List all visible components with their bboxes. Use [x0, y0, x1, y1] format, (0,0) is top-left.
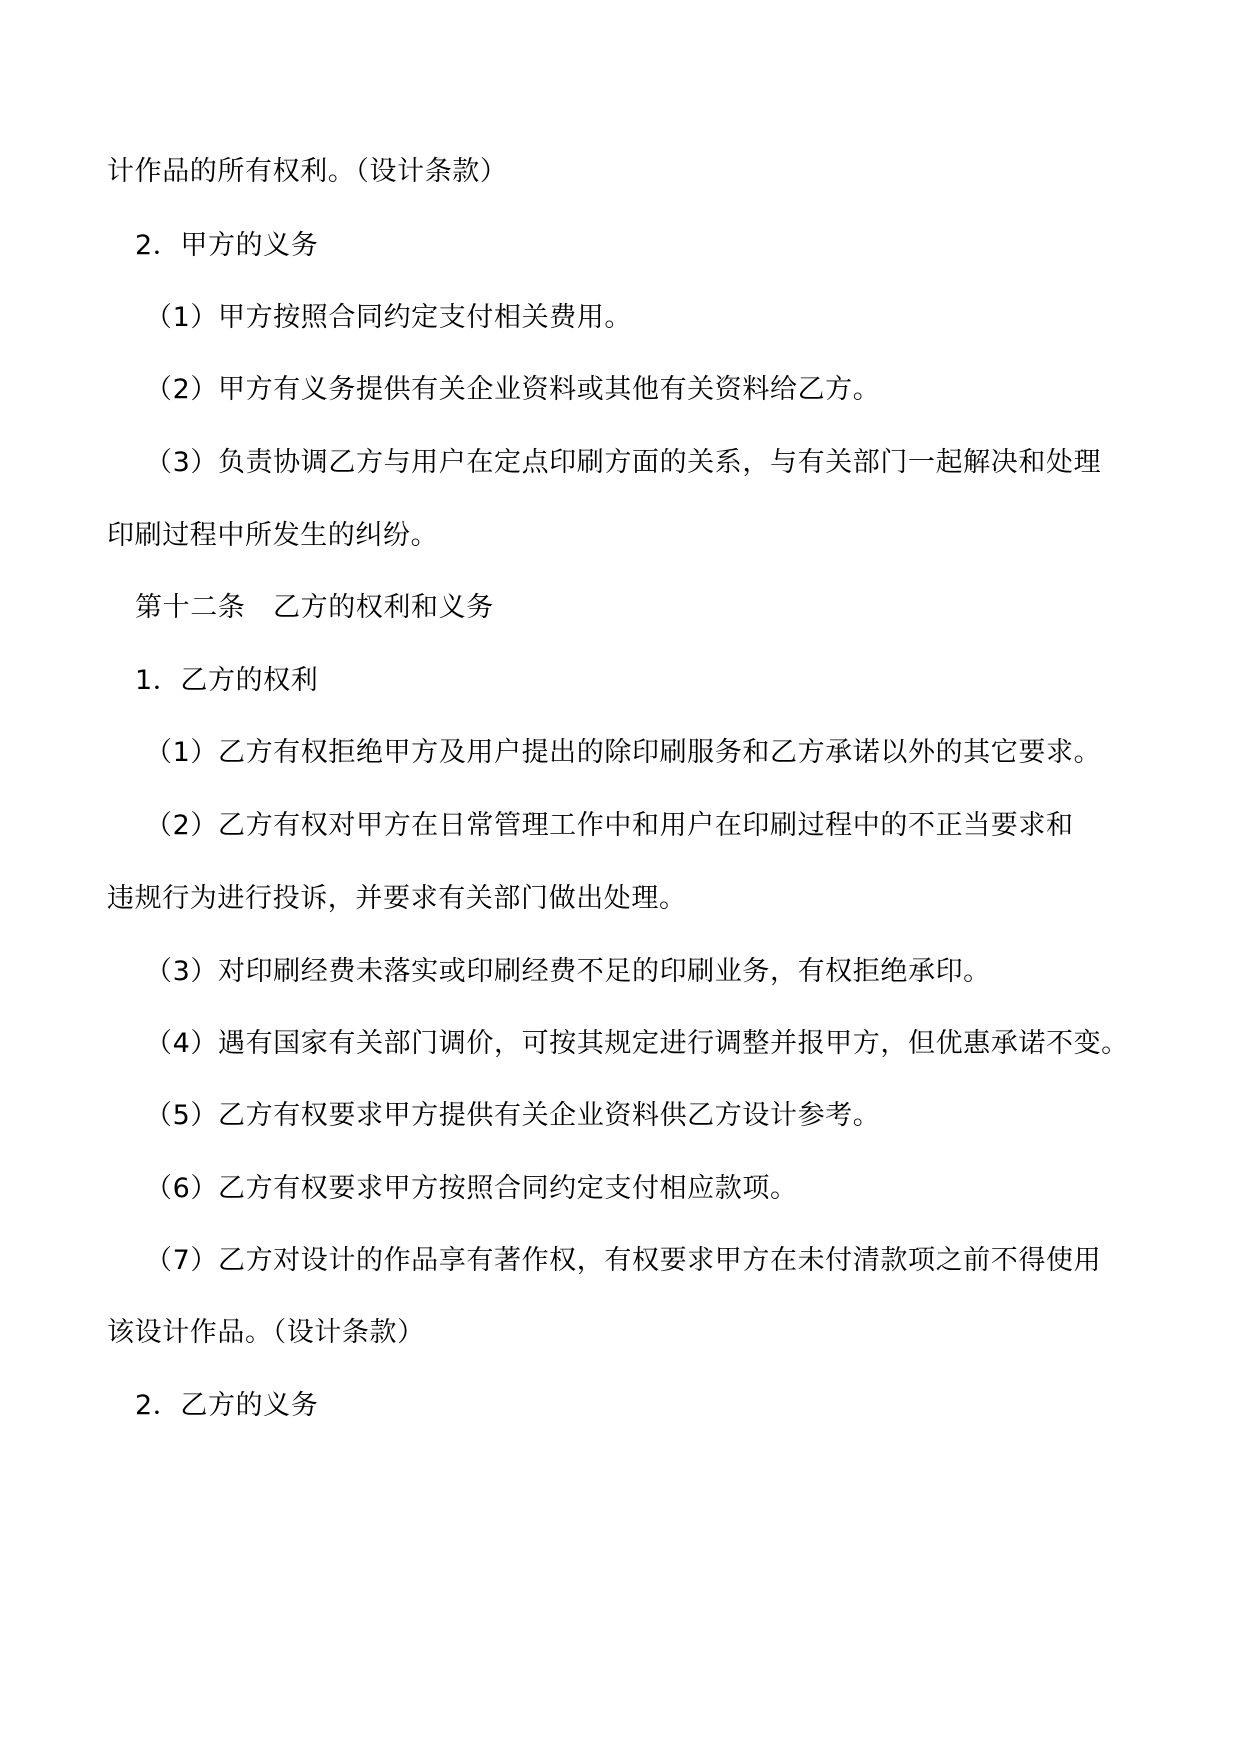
- list-item: （1）甲方按照合同约定支付相关费用。: [145, 302, 632, 333]
- paragraph-line: 该设计作品。（设计条款）: [107, 1317, 425, 1348]
- list-item: （3）负责协调乙方与用户在定点印刷方面的关系，与有关部门一起解决和处理: [145, 447, 1102, 478]
- list-item: （5）乙方有权要求甲方提供有关企业资料供乙方设计参考。: [145, 1100, 881, 1131]
- paragraph-line: 计作品的所有权利。（设计条款）: [107, 156, 508, 187]
- article-heading: 第十二条 乙方的权利和义务: [135, 592, 494, 623]
- list-item: （6）乙方有权要求甲方按照合同约定支付相应款项。: [145, 1173, 798, 1204]
- list-item: （7）乙方对设计的作品享有著作权，有权要求甲方在未付清款项之前不得使用: [145, 1245, 1102, 1276]
- list-item: （2）乙方有权对甲方在日常管理工作中和用户在印刷过程中的不正当要求和: [145, 810, 1074, 841]
- list-item: （4）遇有国家有关部门调价，可按其规定进行调整并报甲方，但优惠承诺不变。: [145, 1028, 1129, 1059]
- paragraph-line: 违规行为进行投诉，并要求有关部门做出处理。: [107, 883, 687, 914]
- paragraph-line: 印刷过程中所发生的纠纷。: [107, 520, 439, 551]
- section-heading: 2．乙方的义务: [135, 1390, 319, 1421]
- list-item: （1）乙方有权拒绝甲方及用户提出的除印刷服务和乙方承诺以外的其它要求。: [145, 737, 1102, 768]
- list-item: （3）对印刷经费未落实或印刷经费不足的印刷业务，有权拒绝承印。: [145, 956, 991, 987]
- section-heading: 2．甲方的义务: [135, 230, 319, 261]
- section-heading: 1．乙方的权利: [135, 665, 319, 696]
- list-item: （2）甲方有义务提供有关企业资料或其他有关资料给乙方。: [145, 374, 881, 405]
